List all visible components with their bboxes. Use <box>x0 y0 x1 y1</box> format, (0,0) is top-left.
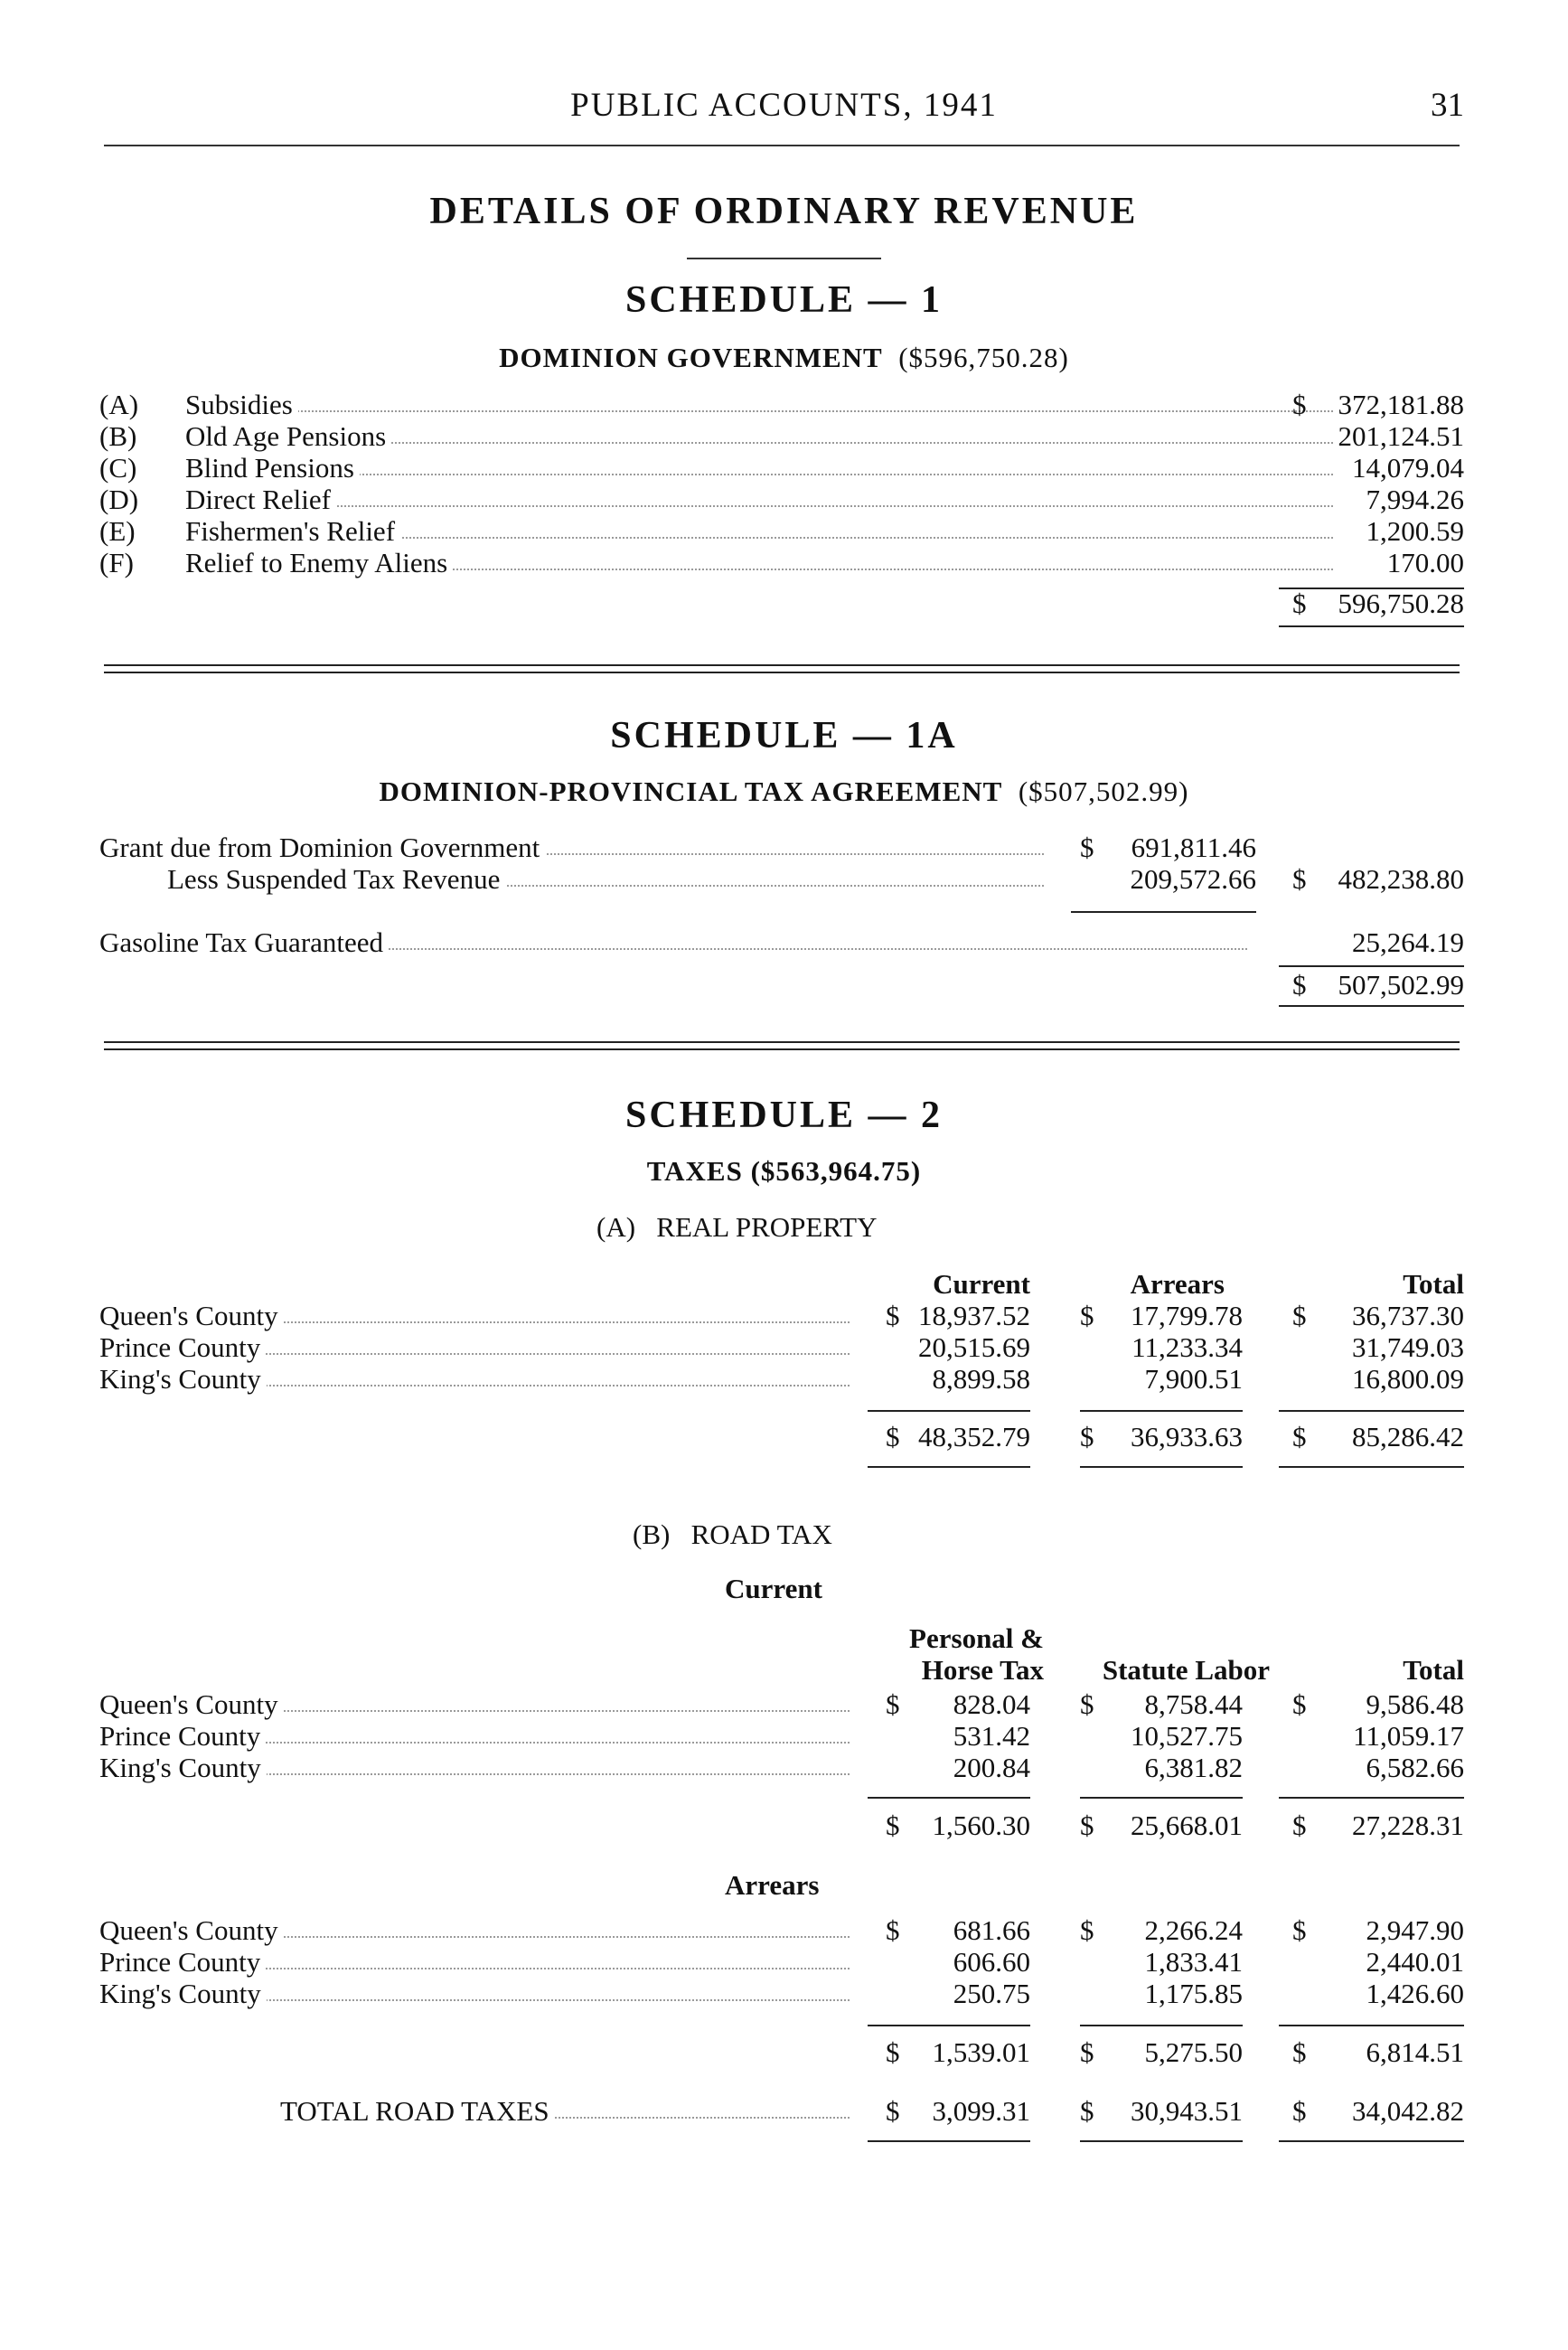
row-value: 372,181.88 <box>1338 389 1464 420</box>
cell-value: 1,426.60 <box>1366 1978 1464 2009</box>
total-value: 1,560.30 <box>932 1810 1030 1841</box>
schedule-1-row <box>99 484 1464 516</box>
road-current-row <box>99 1752 1464 1784</box>
currency-sign: $ <box>1292 863 1307 895</box>
currency-sign: $ <box>1292 1300 1307 1331</box>
total-rule <box>868 2140 1030 2142</box>
grant-row <box>99 832 1464 864</box>
section-divider <box>104 664 1460 673</box>
less-row <box>99 863 1464 896</box>
real-property-row <box>99 1363 1464 1396</box>
currency-sign: $ <box>1292 389 1307 420</box>
total-value: 6,814.51 <box>1366 2036 1464 2068</box>
schedule-2-name: TAXES <box>646 1155 743 1187</box>
header-rule <box>104 145 1460 146</box>
cell-value: 20,515.69 <box>918 1331 1030 1363</box>
schedule-1-row <box>99 547 1464 579</box>
page-header <box>0 86 1568 140</box>
dot-leader <box>185 505 1333 507</box>
road-tax-heading: (B) ROAD TAX <box>633 1518 832 1550</box>
less-value: 209,572.66 <box>1130 863 1256 895</box>
schedule-2-amount: ($563,964.75) <box>750 1155 922 1187</box>
currency-sign: $ <box>1080 1300 1094 1331</box>
currency-sign: $ <box>1080 1810 1094 1841</box>
row-letter: (B) <box>99 420 137 452</box>
col-personal-horse-2: Horse Tax <box>921 1654 1044 1686</box>
cell-value: 1,833.41 <box>1144 1946 1243 1978</box>
row-label: Relief to Enemy Aliens <box>185 547 453 579</box>
currency-sign: $ <box>1292 1688 1307 1720</box>
cell-value: 250.75 <box>953 1978 1030 2009</box>
cell-value: 9,586.48 <box>1366 1688 1464 1720</box>
schedule-1a-title: SCHEDULE — 1A <box>610 715 958 757</box>
currency-sign: $ <box>1292 1421 1307 1452</box>
total-value: 48,352.79 <box>918 1421 1030 1452</box>
cell-value: 8,758.44 <box>1144 1688 1243 1720</box>
currency-sign: $ <box>886 1914 900 1946</box>
sum-rule <box>868 2025 1030 2026</box>
grant-sum-rule <box>1071 911 1256 913</box>
row-label: Fishermen's Relief <box>185 515 400 548</box>
schedule-2-title: SCHEDULE — 2 <box>624 1095 944 1136</box>
currency-sign: $ <box>886 2036 900 2068</box>
currency-sign: $ <box>1292 588 1307 619</box>
cell-value: 6,582.66 <box>1366 1752 1464 1783</box>
currency-sign: $ <box>1080 2095 1094 2127</box>
sum-rule <box>1080 1410 1243 1412</box>
header-title: PUBLIC ACCOUNTS, 1941 <box>570 87 998 124</box>
row-value: 7,994.26 <box>1366 484 1464 515</box>
currency-sign: $ <box>1292 2036 1307 2068</box>
cell-value: 8,899.58 <box>932 1363 1030 1395</box>
schedule-1-row <box>99 515 1464 548</box>
county-label: Prince County <box>99 1331 266 1364</box>
sum-rule <box>868 1410 1030 1412</box>
row-letter: (A) <box>99 389 139 420</box>
gas-value: 25,264.19 <box>1352 926 1464 958</box>
row-label: Old Age Pensions <box>185 420 391 453</box>
row-label: Subsidies <box>185 389 298 421</box>
total-rule <box>1279 2140 1464 2142</box>
currency-sign: $ <box>1292 2095 1307 2127</box>
schedule-1a-total: 507,502.99 <box>1338 969 1464 1001</box>
col-road-total: Total <box>1403 1654 1464 1686</box>
total-value: 25,668.01 <box>1131 1810 1243 1841</box>
real-property-row <box>99 1300 1464 1332</box>
schedule-1-amount: ($596,750.28) <box>898 342 1069 373</box>
dot-leader <box>185 410 1333 412</box>
county-label: King's County <box>99 1752 267 1784</box>
cell-value: 681.66 <box>953 1914 1030 1946</box>
cell-value: 11,233.34 <box>1131 1331 1243 1363</box>
cell-value: 36,737.30 <box>1352 1300 1464 1331</box>
county-label: Prince County <box>99 1720 266 1753</box>
total-rule <box>1080 1466 1243 1468</box>
sum-rule <box>1279 1410 1464 1412</box>
col-arrears: Arrears <box>1130 1268 1225 1300</box>
county-label: Prince County <box>99 1946 266 1979</box>
currency-sign: $ <box>1292 1914 1307 1946</box>
sum-rule <box>1080 1797 1243 1799</box>
cell-value: 18,937.52 <box>918 1300 1030 1331</box>
cell-value: 531.42 <box>953 1720 1030 1752</box>
schedule-1-subtitle <box>0 342 1568 374</box>
row-value: 170.00 <box>1386 547 1464 578</box>
schedule-1a-sum-rule <box>1279 965 1464 967</box>
grant-label: Grant due from Dominion Government <box>99 832 545 864</box>
title-rule <box>687 258 881 259</box>
row-value: 201,124.51 <box>1338 420 1464 452</box>
schedule-1-row <box>99 389 1464 421</box>
cell-value: 7,900.51 <box>1144 1363 1243 1395</box>
currency-sign: $ <box>1080 2036 1094 2068</box>
road-arrears-row <box>99 1978 1464 2010</box>
road-arrears-row <box>99 1946 1464 1979</box>
col-current: Current <box>933 1268 1030 1300</box>
total-value: 36,933.63 <box>1131 1421 1243 1452</box>
net-value: 482,238.80 <box>1338 863 1464 895</box>
currency-sign: $ <box>1080 1421 1094 1452</box>
currency-sign: $ <box>886 1810 900 1841</box>
row-value: 1,200.59 <box>1366 515 1464 547</box>
cell-value: 200.84 <box>953 1752 1030 1783</box>
currency-sign: $ <box>886 1300 900 1331</box>
currency-sign: $ <box>1292 969 1307 1001</box>
currency-sign: $ <box>886 1421 900 1452</box>
current-heading: Current <box>725 1573 822 1604</box>
county-label: Queen's County <box>99 1688 284 1721</box>
col-total: Total <box>1403 1268 1464 1300</box>
cell-value: 16,800.09 <box>1352 1363 1464 1395</box>
col-personal-horse-1: Personal & <box>909 1622 1044 1654</box>
arrears-heading: Arrears <box>725 1869 820 1901</box>
cell-value: 606.60 <box>953 1946 1030 1978</box>
grand-total-row <box>99 2095 1464 2128</box>
sum-rule <box>1279 2025 1464 2026</box>
total-value: 5,275.50 <box>1144 2036 1243 2068</box>
real-property-row <box>99 1331 1464 1364</box>
schedule-1-row <box>99 452 1464 484</box>
row-label: Blind Pensions <box>185 452 360 484</box>
main-title: DETAILS OF ORDINARY REVENUE <box>429 191 1139 232</box>
county-label: Queen's County <box>99 1300 284 1332</box>
currency-sign: $ <box>1080 1688 1094 1720</box>
row-letter: (F) <box>99 547 134 578</box>
currency-sign: $ <box>1080 1914 1094 1946</box>
total-value: 85,286.42 <box>1352 1421 1464 1452</box>
grant-value: 691,811.46 <box>1131 832 1256 863</box>
schedule-1-total: 596,750.28 <box>1338 588 1464 619</box>
grand-total-value: 30,943.51 <box>1131 2095 1243 2127</box>
total-rule <box>1080 2140 1243 2142</box>
county-label: Queen's County <box>99 1914 284 1947</box>
schedule-1a-amount: ($507,502.99) <box>1018 776 1189 807</box>
currency-sign: $ <box>1292 1810 1307 1841</box>
schedule-1-name: DOMINION GOVERNMENT <box>499 342 883 373</box>
row-letter: (E) <box>99 515 136 547</box>
cell-value: 31,749.03 <box>1352 1331 1464 1363</box>
row-label: Direct Relief <box>185 484 336 516</box>
gas-label: Gasoline Tax Guaranteed <box>99 926 389 959</box>
schedule-1a-subtitle <box>0 776 1568 808</box>
currency-sign: $ <box>886 1688 900 1720</box>
road-current-row <box>99 1688 1464 1721</box>
road-arrears-row <box>99 1914 1464 1947</box>
cell-value: 17,799.78 <box>1131 1300 1243 1331</box>
sum-rule <box>868 1797 1030 1799</box>
cell-value: 1,175.85 <box>1144 1978 1243 2009</box>
gas-row <box>99 926 1464 959</box>
row-letter: (D) <box>99 484 139 515</box>
col-statute-labor: Statute Labor <box>1102 1654 1270 1686</box>
grand-total-label: TOTAL ROAD TAXES <box>280 2095 555 2128</box>
schedule-1a-name: DOMINION-PROVINCIAL TAX AGREEMENT <box>379 776 1003 807</box>
county-label: King's County <box>99 1978 267 2010</box>
total-value: 27,228.31 <box>1352 1810 1464 1841</box>
schedule-1-total-rule <box>1279 625 1464 627</box>
sum-rule <box>1279 1797 1464 1799</box>
cell-value: 10,527.75 <box>1131 1720 1243 1752</box>
schedule-1a-total-rule <box>1279 1005 1464 1007</box>
sum-rule <box>1080 2025 1243 2026</box>
total-value: 1,539.01 <box>932 2036 1030 2068</box>
schedule-1-row <box>99 420 1464 453</box>
schedule-2-subtitle <box>0 1155 1568 1188</box>
cell-value: 2,266.24 <box>1144 1914 1243 1946</box>
grand-total-value: 3,099.31 <box>932 2095 1030 2127</box>
row-letter: (C) <box>99 452 137 484</box>
real-property-heading: (A) REAL PROPERTY <box>596 1211 878 1243</box>
county-label: King's County <box>99 1363 267 1396</box>
schedule-1-title: SCHEDULE — 1 <box>624 279 944 321</box>
cell-value: 2,440.01 <box>1366 1946 1464 1978</box>
page-number: 31 <box>1431 87 1464 124</box>
less-label: Less Suspended Tax Revenue <box>167 863 505 896</box>
currency-sign: $ <box>1080 832 1094 863</box>
section-divider <box>104 1041 1460 1050</box>
cell-value: 828.04 <box>953 1688 1030 1720</box>
cell-value: 6,381.82 <box>1144 1752 1243 1783</box>
road-current-row <box>99 1720 1464 1753</box>
total-rule <box>868 1466 1030 1468</box>
cell-value: 2,947.90 <box>1366 1914 1464 1946</box>
cell-value: 11,059.17 <box>1353 1720 1464 1752</box>
currency-sign: $ <box>886 2095 900 2127</box>
total-rule <box>1279 1466 1464 1468</box>
grand-total-value: 34,042.82 <box>1352 2095 1464 2127</box>
row-value: 14,079.04 <box>1352 452 1464 484</box>
